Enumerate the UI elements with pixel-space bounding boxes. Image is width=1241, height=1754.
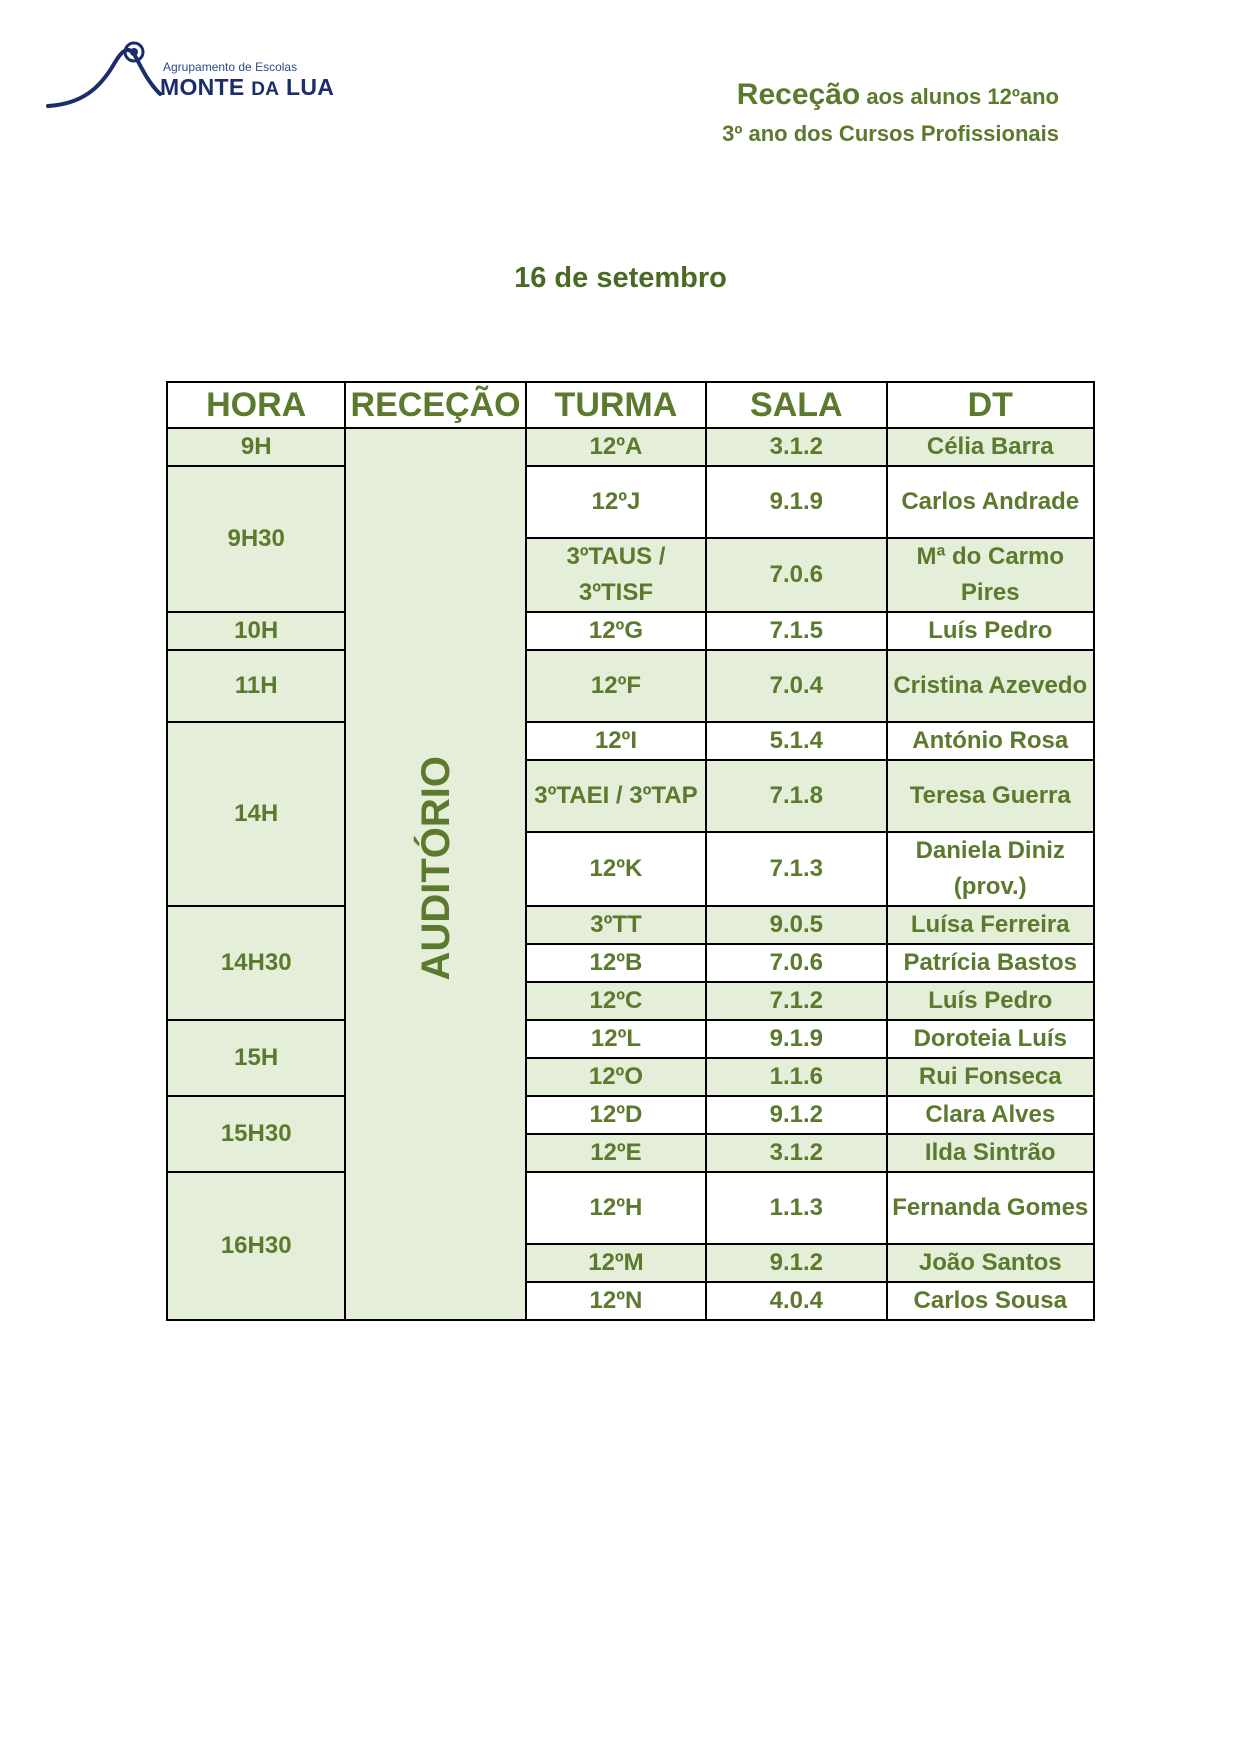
dt-cell: António Rosa [887,722,1095,760]
hora-cell: 15H30 [167,1096,345,1172]
turma-cell: 12ºC [526,982,706,1020]
table-row [167,466,1094,538]
dt-cell: Doroteia Luís [887,1020,1095,1058]
table-row [167,722,1094,760]
turma-cell: 12ºI [526,722,706,760]
turma-cell: 12ºL [526,1020,706,1058]
sala-cell: 7.1.2 [706,982,886,1020]
turma-cell: 12ºK [526,832,706,906]
logo-subtitle: Agrupamento de Escolas [163,60,298,74]
hora-cell: 9H [167,428,345,466]
sala-cell: 9.1.2 [706,1244,886,1282]
hora-cell: 16H30 [167,1172,345,1320]
sala-cell: 7.1.5 [706,612,886,650]
dt-cell: Luís Pedro [887,982,1095,1020]
turma-cell: 12ºB [526,944,706,982]
hora-cell: 9H30 [167,466,345,612]
dt-cell: Luís Pedro [887,612,1095,650]
page-header [722,76,1059,152]
school-logo [22,28,352,138]
sala-cell: 7.0.6 [706,944,886,982]
sala-cell: 9.0.5 [706,906,886,944]
rececao-label: AUDITÓRIO [413,756,458,981]
sala-cell: 7.1.8 [706,760,886,832]
turma-cell: 3ºTT [526,906,706,944]
sala-cell: 9.1.2 [706,1096,886,1134]
rececao-cell [345,428,525,1320]
date-heading: 16 de setembro [514,262,727,294]
dt-cell: Fernanda Gomes [887,1172,1095,1244]
sala-cell: 3.1.2 [706,428,886,466]
header-sala: SALA [706,382,886,428]
sala-cell: 7.0.4 [706,650,886,722]
turma-cell: 12ºG [526,612,706,650]
header-turma: TURMA [526,382,706,428]
page-subtitle: 3º ano dos Cursos Profissionais [722,121,1059,146]
table-row [167,612,1094,650]
table-row [167,650,1094,722]
title-big: Receção [736,78,861,111]
dt-cell: Patrícia Bastos [887,944,1095,982]
turma-cell: 12ºN [526,1282,706,1320]
hora-cell: 10H [167,612,345,650]
turma-cell: 12ºM [526,1244,706,1282]
sala-cell: 7.0.6 [706,538,886,612]
turma-cell: 12ºA [526,428,706,466]
header-rececao: RECEÇÃO [345,382,525,428]
hora-cell: 14H [167,722,345,906]
sala-cell: 7.1.3 [706,832,886,906]
dt-cell: Rui Fonseca [887,1058,1095,1096]
logo-name-part2: DA [251,79,280,100]
logo-name [160,74,334,101]
header-dt: DT [887,382,1095,428]
dt-cell: João Santos [887,1244,1095,1282]
dt-cell: Teresa Guerra [887,760,1095,832]
sala-cell: 3.1.2 [706,1134,886,1172]
table-row [167,1172,1094,1244]
dt-cell: Cristina Azevedo [887,650,1095,722]
sala-cell: 5.1.4 [706,722,886,760]
logo-name-part1: MONTE [160,74,245,100]
dt-cell: Clara Alves [887,1096,1095,1134]
schedule-table [166,381,1095,1321]
hora-cell: 14H30 [167,906,345,1020]
turma-cell: 12ºD [526,1096,706,1134]
turma-cell: 12ºO [526,1058,706,1096]
hora-cell: 15H [167,1020,345,1096]
table-row [167,1096,1094,1134]
sala-cell: 1.1.6 [706,1058,886,1096]
dt-cell: Ilda Sintrão [887,1134,1095,1172]
turma-cell: 3ºTAUS / 3ºTISF [526,538,706,612]
dt-cell: Carlos Sousa [887,1282,1095,1320]
table-row [167,1020,1094,1058]
table-header-row [167,382,1094,428]
logo-swoosh-icon [22,28,172,108]
sala-cell: 1.1.3 [706,1172,886,1244]
sala-cell: 9.1.9 [706,466,886,538]
table-row [167,906,1094,944]
dt-cell: Célia Barra [887,428,1095,466]
sala-cell: 4.0.4 [706,1282,886,1320]
turma-cell: 12ºJ [526,466,706,538]
turma-cell: 3ºTAEI / 3ºTAP [526,760,706,832]
turma-cell: 12ºH [526,1172,706,1244]
turma-cell: 12ºF [526,650,706,722]
logo-name-part3: LUA [286,74,335,100]
header-hora: HORA [167,382,345,428]
dt-cell: Mª do Carmo Pires [887,538,1095,612]
dt-cell: Carlos Andrade [887,466,1095,538]
hora-cell: 11H [167,650,345,722]
dt-cell: Luísa Ferreira [887,906,1095,944]
sala-cell: 9.1.9 [706,1020,886,1058]
turma-cell: 12ºE [526,1134,706,1172]
dt-cell: Daniela Diniz (prov.) [887,832,1095,906]
page-title [722,76,1059,116]
title-rest: aos alunos 12ºano [866,84,1059,109]
table-row [167,428,1094,466]
